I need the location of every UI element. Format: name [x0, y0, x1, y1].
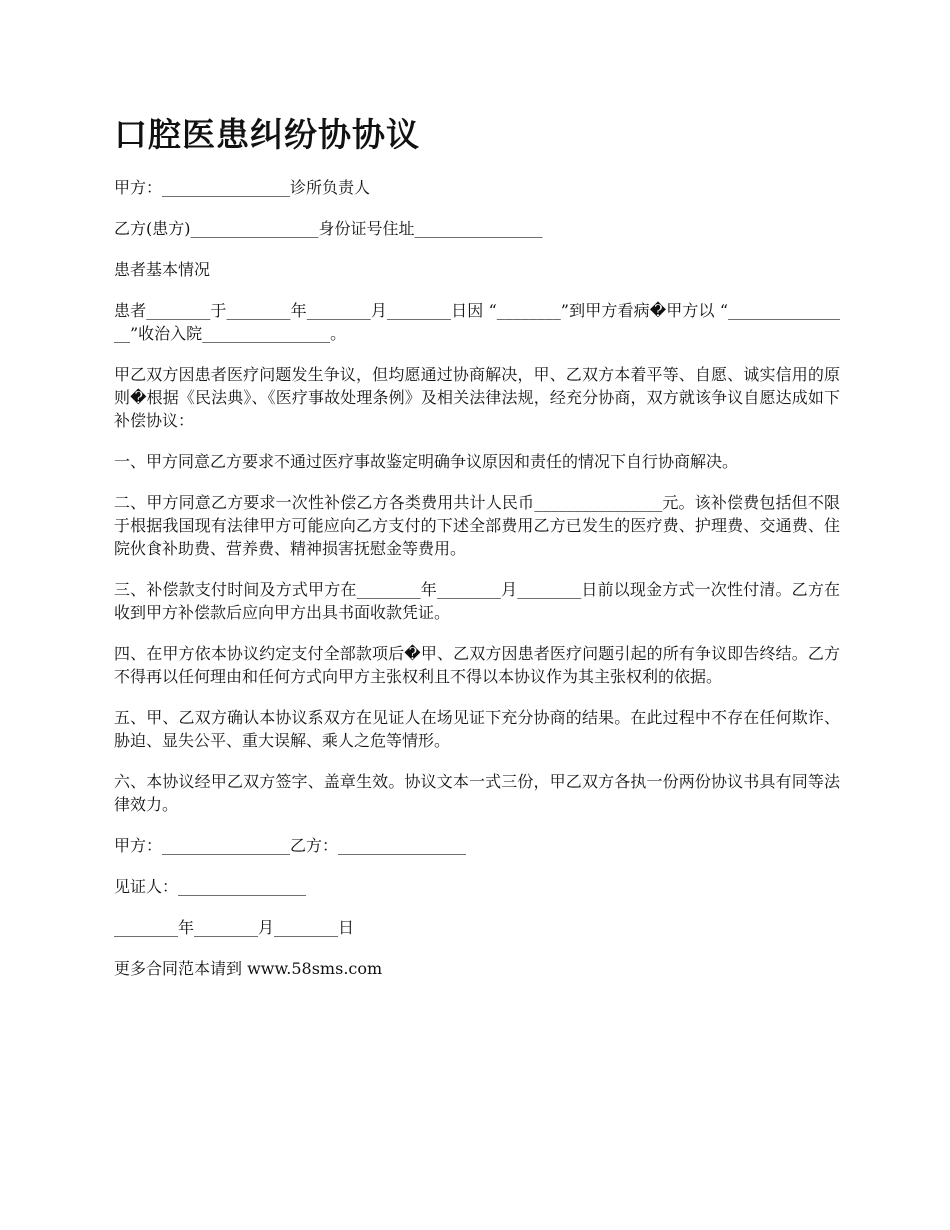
clause-5: 五、甲、乙双方确认本协议系双方在见证人在场见证下充分协商的结果。在此过程中不存在任何欺诈、胁迫、显失公平、重大误解、乘人之危等情形。	[114, 708, 840, 750]
patient-info-heading: 患者基本情况	[114, 260, 211, 279]
party-a-line: 甲方：________________诊所负责人	[114, 178, 371, 197]
preamble-paragraph: 甲乙双方因患者医疗问题发生争议，但均愿通过协商解决，甲、乙双方本着平等、自愿、诚实信用的原则�根据《民法典》、《医疗事故处理条例》及相关法律法规，经充分协商，双方就该争议自愿达成如下补偿协议：	[114, 365, 840, 430]
date-line: ________年________月________日	[114, 918, 355, 937]
document-title: 口腔医患纠纷协协议	[114, 115, 420, 154]
footer-link-text: 更多合同范本请到 www.58sms.com	[114, 959, 383, 978]
witness-line: 见证人：________________	[114, 877, 307, 896]
document-page	[114, 112, 840, 998]
clause-2: 二、甲方同意乙方要求一次性补偿乙方各类费用共计人民币________________元。该补偿费包括但不限于根据我国现有法律甲方可能应向乙方支付的下述全部费用乙方已发生的医疗费、护理费、交通费、住院伙食补助费、营养费、精神损害抚慰金等费用。	[114, 493, 840, 558]
clause-1: 一、甲方同意乙方要求不通过医疗事故鉴定明确争议原因和责任的情况下自行协商解决。	[114, 452, 739, 471]
clause-4: 四、在甲方依本协议约定支付全部款项后�甲、乙双方因患者医疗问题引起的所有争议即告终结。乙方不得再以任何理由和任何方式向甲方主张权利且不得以本协议作为其主张权利的依据。	[114, 644, 840, 686]
patient-admission-paragraph: 患者________于________年________月________日因 “________”到甲方看病�甲方以 “________________”收治入院________________。	[114, 301, 840, 343]
clause-6: 六、本协议经甲乙双方签字、盖章生效。协议文本一式三份，甲乙双方各执一份两份协议书具有同等法律效力。	[114, 772, 840, 814]
party-b-line: 乙方(患方)________________身份证号住址________________	[114, 219, 543, 238]
signature-line: 甲方：________________乙方：________________	[114, 836, 467, 855]
clause-3: 三、补偿款支付时间及方式甲方在________年________月________日前以现金方式一次性付清。乙方在收到甲方补偿款后应向甲方出具书面收款凭证。	[114, 580, 840, 622]
